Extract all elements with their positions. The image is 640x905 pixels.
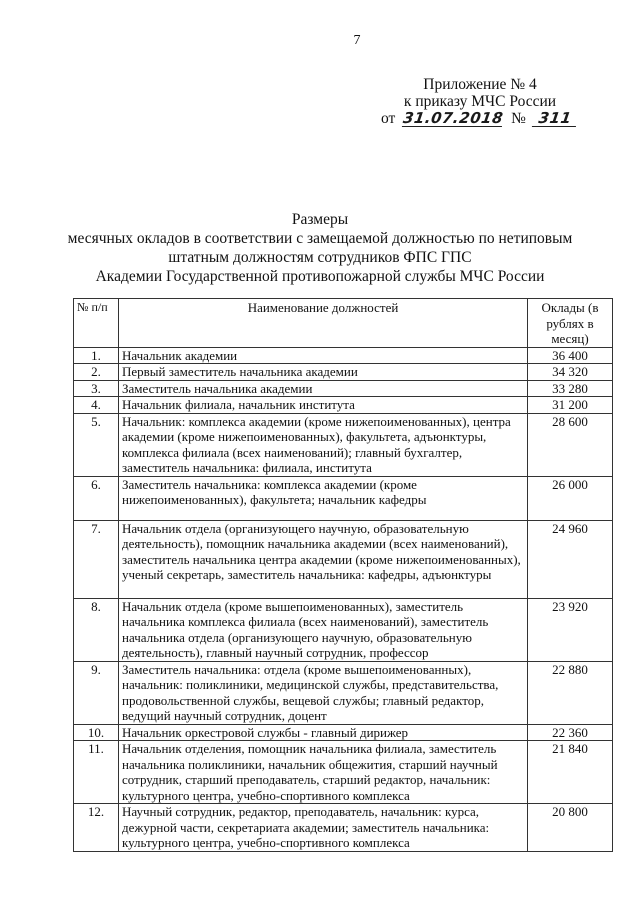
row-num: 9. <box>74 661 119 724</box>
row-salary: 26 000 <box>528 476 613 520</box>
row-position: Начальник отдела (организующего научную, образовательную деятельность), помощник начальника академии (всех наименований), заместитель начальника центра академии (кроме нижепоименованных), ученый секретарь, заместитель начальника: кафедры, адъюнктуры <box>119 520 528 598</box>
row-num: 2. <box>74 364 119 381</box>
handwritten-order-number: 311 <box>532 111 578 127</box>
row-num: 11. <box>74 741 119 804</box>
row-salary: 23 920 <box>528 598 613 661</box>
row-position: Заместитель начальника: комплекса академии (кроме нижепоименованных), факультета; начальник кафедры <box>119 476 528 520</box>
header-salary: Оклады (в рублях в месяц) <box>528 299 613 348</box>
row-salary: 20 800 <box>528 804 613 852</box>
row-num: 10. <box>74 724 119 741</box>
row-num: 5. <box>74 413 119 476</box>
row-position: Начальник филиала, начальник института <box>119 397 528 414</box>
table-row <box>74 347 613 364</box>
salary-table <box>73 298 613 852</box>
row-position: Первый заместитель начальника академии <box>119 364 528 381</box>
row-salary: 31 200 <box>528 397 613 414</box>
table-row <box>74 598 613 661</box>
table-row <box>74 413 613 476</box>
row-position: Заместитель начальника академии <box>119 380 528 397</box>
row-position: Начальник академии <box>119 347 528 364</box>
table-row <box>74 476 613 520</box>
header-num: № п/п <box>74 299 119 348</box>
table-header-row <box>74 299 613 348</box>
row-num: 8. <box>74 598 119 661</box>
table-row <box>74 520 613 598</box>
row-position: Научный сотрудник, редактор, преподаватель, начальник: курса, дежурной части, секретариата академии; заместитель начальника: культурного центра, учебно-спортивного комплекса <box>119 804 528 852</box>
title-line-1: Размеры <box>291 211 349 228</box>
document-title <box>60 210 580 286</box>
title-line-2: месячных окладов в соответствии с замещаемой должностью по нетиповым <box>67 230 573 247</box>
page-number: 7 <box>353 33 361 48</box>
appendix-order-ref: к приказу МЧС России <box>403 93 557 110</box>
row-num: 7. <box>74 520 119 598</box>
row-salary: 36 400 <box>528 347 613 364</box>
header-name: Наименование должностей <box>119 299 528 348</box>
table-row <box>74 364 613 381</box>
table-row <box>74 804 613 852</box>
row-salary: 24 960 <box>528 520 613 598</box>
row-salary: 28 600 <box>528 413 613 476</box>
table-row <box>74 397 613 414</box>
row-salary: 22 880 <box>528 661 613 724</box>
row-salary: 21 840 <box>528 741 613 804</box>
table-row <box>74 380 613 397</box>
row-salary: 34 320 <box>528 364 613 381</box>
row-salary: 33 280 <box>528 380 613 397</box>
row-position: Начальник: комплекса академии (кроме нижепоименованных), центра академии (кроме нижепоименованных), факультета, адъюнктуры, комплекса филиала (всех наименований); главный бухгалтер, заместитель начальника: филиала, института <box>119 413 528 476</box>
row-num: 3. <box>74 380 119 397</box>
row-position: Начальник отделения, помощник начальника филиала, заместитель начальника поликлиники, начальник общежития, старший научный сотрудник, старший преподаватель, старший редактор, начальник: культурного центра, учебно-спортивного комплекса <box>119 741 528 804</box>
from-label: от <box>381 110 396 127</box>
appendix-order-line <box>370 110 590 127</box>
number-label: № <box>511 110 526 127</box>
table-row <box>74 724 613 741</box>
title-line-4: Академии Государственной противопожарной службы МЧС России <box>95 268 545 285</box>
appendix-title: Приложение № 4 <box>423 76 537 93</box>
row-num: 6. <box>74 476 119 520</box>
row-position: Начальник оркестровой службы - главный дирижер <box>119 724 528 741</box>
handwritten-date: 31.07.2018 <box>402 109 505 127</box>
row-salary: 22 360 <box>528 724 613 741</box>
row-num: 4. <box>74 397 119 414</box>
appendix-header <box>370 76 590 127</box>
row-position: Начальник отдела (кроме вышепоименованных), заместитель начальника комплекса филиала (всех наименований), заместитель начальника отдела (организующего научную, образовательную деятельность), главный научный сотрудник, профессор <box>119 598 528 661</box>
row-position: Заместитель начальника: отдела (кроме вышепоименованных), начальник: поликлиники, медицинской службы, представительства, продовольственной службы, вещевой службы; главный редактор, ведущий научный сотрудник, доцент <box>119 661 528 724</box>
row-num: 12. <box>74 804 119 852</box>
table-row <box>74 741 613 804</box>
title-line-3: штатным должностям сотрудников ФПС ГПС <box>168 249 472 266</box>
table-row <box>74 661 613 724</box>
row-num: 1. <box>74 347 119 364</box>
